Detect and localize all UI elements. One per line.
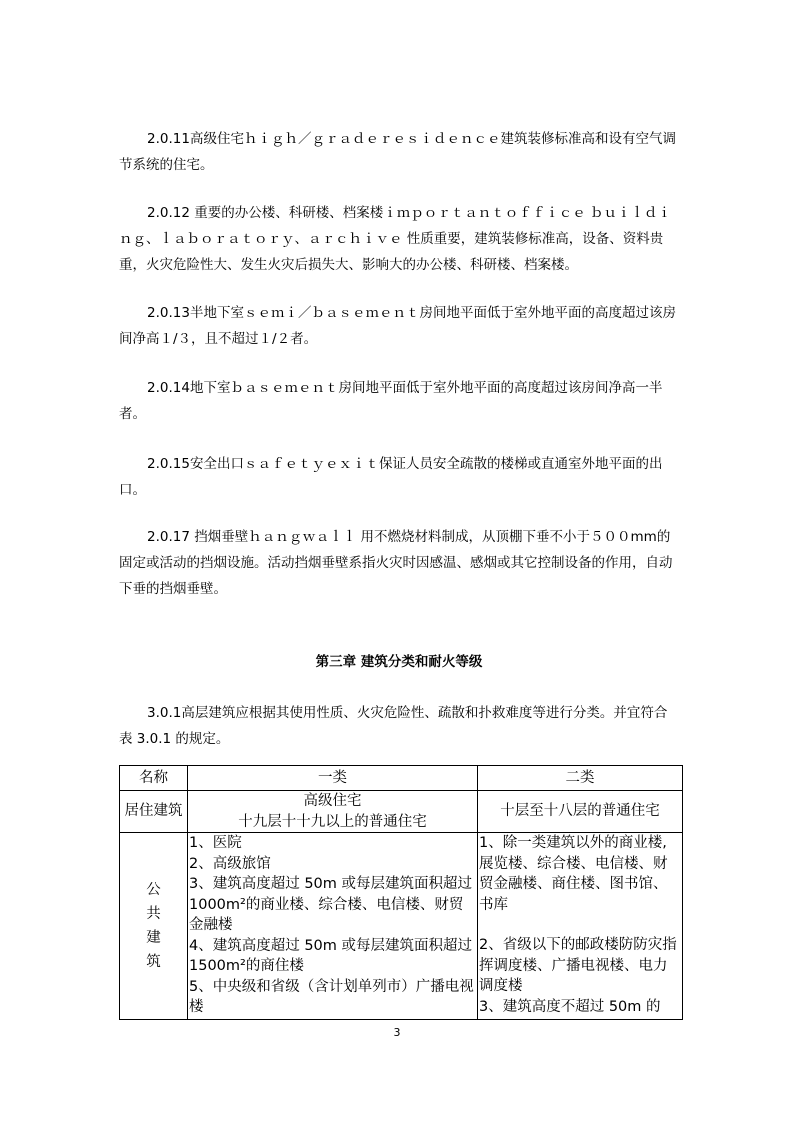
- header-name: 名称: [120, 766, 188, 791]
- list-item: 1、医院: [189, 835, 242, 851]
- public-class-2: [478, 833, 683, 1020]
- residential-class-1-line-1: 高级住宅: [303, 793, 362, 809]
- paragraph-2-0-14: 2.0.14地下室ｂａｓｅｍｅｎｔ房间地平面低于室外地平面的高度超过该房间净高一半者。: [119, 380, 663, 422]
- chapter-title: 第三章 建筑分类和耐火等级: [315, 654, 483, 670]
- list-item: 5、中央级和省级（含计划单列市）广播电视楼: [189, 978, 474, 1015]
- public-class-1: [188, 833, 478, 1020]
- header-class-2: 二类: [478, 766, 683, 791]
- list-item: 3、建筑高度不超过 50m 的: [479, 998, 661, 1015]
- list-item: 2、高级旅馆: [189, 855, 271, 872]
- public-name-char: 共: [146, 906, 161, 922]
- table-header-row: [120, 766, 683, 791]
- list-item: 2、省级以下的邮政楼防防灾指挥调度楼、广播电视楼、电力调度楼: [479, 937, 677, 994]
- public-name-char: 筑: [146, 954, 161, 970]
- public-name: [120, 833, 188, 1020]
- paragraph-2-0-15: 2.0.15安全出口ｓａｆｅｔｙｅｘｉｔ保证人员安全疏散的楼梯或直通室外地平面的出口。: [119, 456, 663, 498]
- page-number: 3: [393, 1026, 401, 1039]
- public-name-char: 建: [146, 930, 161, 946]
- residential-class-1: [188, 791, 478, 833]
- residential-class-2: 十层至十八层的普通住宅: [478, 791, 683, 833]
- table-row-public: [120, 833, 683, 1020]
- list-item: 4、建筑高度超过 50m 或每层建筑面积超过 1500m²的商住楼: [189, 937, 473, 974]
- paragraph-2-0-12: 2.0.12 重要的办公楼、科研楼、档案楼ｉｍｐｏｒｔａｎｔｏｆｆｉｃｅ ｂｕｉｌｄｉｎｇ、ｌａｂｏｒａｔｏｒｙ、ａｒｃｈｉｖｅ 性质重要，建筑装修标准高，设备、资料贵重，火灾危险性大、发生火灾后损失大、影响大的办公楼、科研楼、档案楼。: [119, 205, 672, 273]
- residential-name: 居住建筑: [120, 791, 188, 833]
- list-item: 1、除一类建筑以外的商业楼,展览楼、综合楼、电信楼、财贸金融楼、商住楼、图书馆、书库: [479, 835, 668, 913]
- paragraph-3-0-1: 3.0.1高层建筑应根据其使用性质、火灾危险性、疏散和扑救难度等进行分类。并宜符合表 3.0.1 的规定。: [119, 705, 668, 747]
- public-name-char: 公: [146, 882, 161, 898]
- building-classification-table: [119, 765, 683, 1020]
- table-row-residential: [120, 791, 683, 833]
- paragraph-2-0-13: 2.0.13半地下室ｓｅｍｉ／ｂａｓｅｍｅｎｔ房间地平面低于室外地平面的高度超过该房间净高１/３，且不超过１/２者。: [119, 305, 676, 347]
- list-item: 3、建筑高度超过 50m 或每层建筑面积超过 1000m²的商业楼、综合楼、电信楼、财贸金融楼: [189, 876, 473, 933]
- paragraph-2-0-11: 2.0.11高级住宅ｈｉｇｈ／ｇｒａｄｅｒｅｓｉｄｅｎｃｅ建筑装修标准高和设有空气调节系统的住宅。: [119, 131, 676, 173]
- header-class-1: 一类: [188, 766, 478, 791]
- residential-class-1-line-2: 十九层十十九以上的普通住宅: [238, 813, 427, 830]
- paragraph-2-0-17: 2.0.17 挡烟垂壁ｈａｎｇｗａｌｌ 用不燃烧材料制成，从顶棚下垂不小于５００mm的固定或活动的挡烟设施。活动挡烟垂壁系指火灾时因感温、感烟或其它控制设备的作用，自动下垂的挡烟垂壁。: [119, 529, 673, 597]
